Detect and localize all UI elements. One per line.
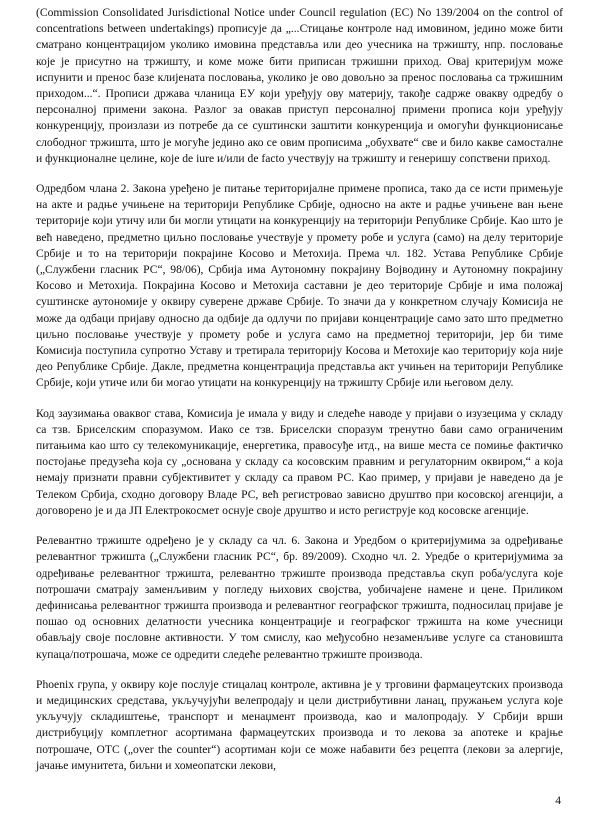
paragraph-1: (Commission Consolidated Jurisdictional Notice under Council regulation (EC) No 139/2004 on the control of concentrations between undertakings) прописује да „...Стицање контроле над имовином, једино може бити сматрано концентрацијом уколико имовина представља или део учесника на тржишту, нпр. пословање које је присутно на тржишту, и коме може бити приписан тржишни приход. Овај критеријум може испунити и пренос базе клијената пословања, уколико је ово довољно за пренос пословања са тржишним приходом...“. Прописи држава чланица ЕУ који уређују ову материју, такође садрже овакву одредбу о персоналној примени закона. Разлог за овакав приступ персоналној примени прописа који уређују конкуренцију, произлази из потребе да се суштински заштити конкуренција и омогући функционисање слободног тржишта, што је могуће једино ако се овим прописима „обухвате“ све и било какве самосталне и функционалне целине, које de iure и/или de facto учествују на тржишту и генеришу сопствени приход.: [36, 6, 563, 165]
paragraph-2: Одредбом члана 2. Закона уређено је питање територијалне примене прописа, тако да се исти примењује на акте и радње учињене на територији Републике Србије, односно на акте и радње учињене ван њене територије који утичу или би могли утицати на конкуренцију на територији Републике Србије. Као што је већ наведено, предметно циљно пословање учествује у промету робе и услуга (само) на делу територије Србије и то на територији покрајине Косово и Метохија. Према чл. 182. Устава Републике Србије („Службени гласник РС“, 98/06), Србија има Аутономну покрајину Војводину и Аутономну покрајину Косово и Метохија. Покрајина Косово и Метохија саставни је део територије Србије и има положај суштинске аутономије у оквиру суверене државе Србије. То значи да у конкретном случају Комисија не може да одбаци пријаву односно да одбије да одлучи по пријави концентрације само зато што предметно циљно пословање учествује у промету робе и услуга само на предметној територији, јер би тиме Комисија поступила супротно Уставу и третирала територију Косова и Метохије као територију која није део Републике Србије. Дакле, предметна концентрација представља акт учињен на територији Републике Србије, који утиче или би могао утицати на конкуренцију на тржишту Србије или његовом делу.: [36, 182, 563, 390]
document-body: [36, 5, 563, 788]
page-number: 4: [555, 794, 561, 807]
paragraph-5: Phoenix група, у оквиру које послује стицалац контроле, активна је у трговини фармацеутских производа и медицинских средстава, укључујући велепродају и цели дистрибутивни ланац, пружањем услуга које укључују складиштење, транспорт и менаџмент производа, као и малопродају. У Србији врши дистрибуцију комплетног асортимана фармацеутских производа и то лекова за апотеке и крајње потрошаче, OTC („over the counter“) асортиман који се може набавити без рецепта (лекови за алергије, јачање имунитета, биљни и хомеопатски лекови,: [36, 677, 563, 772]
paragraph-4: Релевантно тржиште одређено је у складу са чл. 6. Закона и Уредбом о критеријумима за одређивање релевантног тржишта („Службени гласник РС“, бр. 89/2009). Сходно чл. 2. Уредбе о критеријумима за одређивање релевантног тржишта, релевантно тржиште производа представља скуп роба/услуга које потрошачи сматрају заменљивим у погледу њихових својства, уобичајене намене и цене. Приликом дефинисања релевантног тржишта производа и релевантног географског тржишта, подносилац пријаве је пошао од основних делатности учесника концентрације и географског тржишта на коме учесници обављају своје пословне активности. У том смислу, као међусобно незаменљиве услуге са становишта купаца/потрошача, може се одредити следеће релевантно тржиште производа.: [36, 534, 563, 661]
paragraph-3: Код заузимања оваквог става, Комисија је имала у виду и следеће наводе у пријави о изузецима у складу са тзв. Бриселским споразумом. Иако се тзв. Бриселски споразум тренутно бави само ограниченим питањима као што су телекомуникације, енергетика, правосуђе итд., на више места се помиње фактичко постојање предузећа која су „основана у складу са косовским правним и регулаторним оквиром,“ а која немају признати правни субјективитет у складу са правом РС. Као пример, у пријави је наведено да је Телеком Србија, сходно договору Владе РС, већ регистровао зависно друштво при косовској агенцији, а договорено је и да ЈП Електрокосмет оснује своје друштво и исто региструје код косовске агенције.: [36, 406, 563, 517]
